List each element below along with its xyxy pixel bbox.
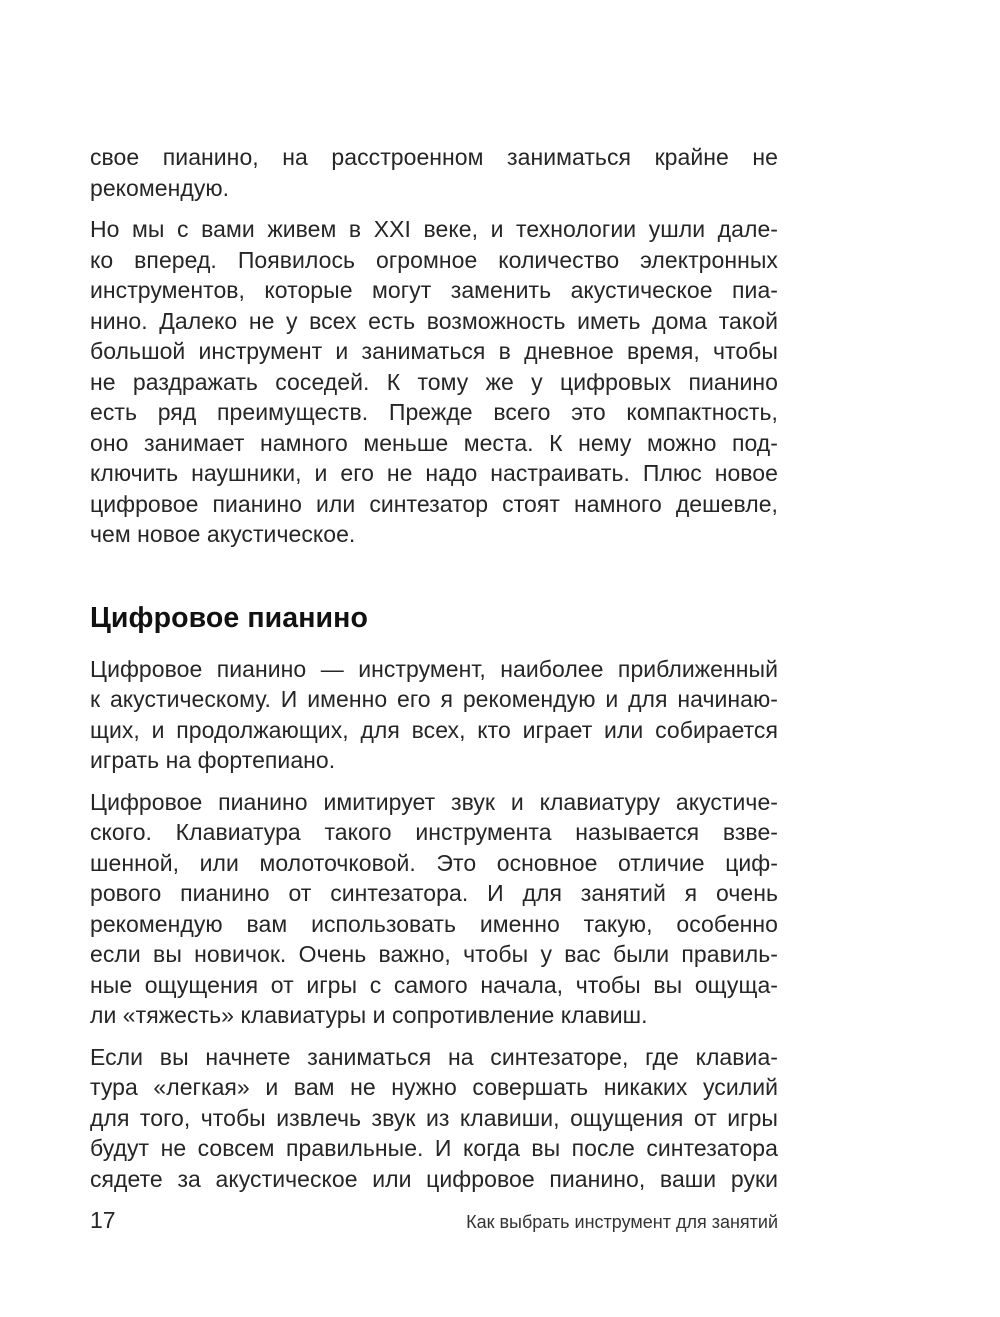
text-line: Цифровое пианино имитирует звук и клавиатуру акустиче- [90,788,778,815]
intro-paragraph-2 [90,214,778,550]
text-line: Цифровое пианино — инструмент, наиболее приближенный [90,655,778,682]
text-line: чем новое акустическое. [90,521,356,547]
text-line: цифровое пианино или синтезатор стоят намного дешевле, [90,490,778,517]
text-line: сядете за акустическое или цифровое пианино, ваши руки [90,1165,778,1192]
page-body [90,142,778,1194]
text-line: щих, и продолжающих, для всех, кто играет или собирается [90,716,778,743]
text-line: есть ряд преимуществ. Прежде всего это компактность, [90,399,778,425]
text-line: тура «легкая» и вам не нужно совершать никаких усилий [90,1074,778,1100]
text-line: оно занимает намного меньше места. К нему можно под- [90,429,778,456]
text-line: ского. Клавиатура такого инструмента называется взве- [90,819,778,845]
page-footer [90,1204,778,1236]
text-line: рекомендую вам использовать именно такую, особенно [90,910,778,937]
section-paragraph-2 [90,787,778,1031]
text-line: ные ощущения от игры с самого начала, чтобы вы ощуща- [90,971,778,998]
text-line: будут не совсем правильные. И когда вы после синтезатора [90,1135,778,1161]
text-line: рекомендую. [90,174,230,201]
text-line: ко вперед. Появилось огромное количество электронных [90,246,778,273]
text-line: свое пианино, на расстроенном заниматься крайне не [90,144,778,170]
text-line: большой инструмент и заниматься в дневное время, чтобы [90,338,778,364]
text-line: Но мы с вами живем в XXI веке, и технологии ушли дале- [90,216,778,242]
section-heading: Цифровое пианино [90,601,368,634]
text-line: шенной, или молоточковой. Это основное отличие циф- [90,849,778,876]
section-paragraph-3 [90,1042,778,1195]
text-line: нино. Далеко не у всех есть возможность иметь дома такой [90,307,778,334]
text-line: инструментов, которые могут заменить акустическое пиа- [90,277,778,303]
text-line: для того, чтобы извлечь звук из клавиши, ощущения от игры [90,1104,778,1131]
intro-paragraph-1 [90,142,778,203]
text-line: не раздражать соседей. К тому же у цифровых пианино [90,368,778,395]
text-line: Если вы начнете заниматься на синтезаторе, где клавиа- [90,1043,778,1070]
text-line: играть на фортепиано. [90,747,336,773]
text-line: если вы новичок. Очень важно, чтобы у вас были правиль- [90,941,778,967]
text-line: к акустическому. И именно его я рекомендую и для начинаю- [90,686,778,712]
running-title: Как выбрать инструмент для занятий [466,1212,778,1232]
section-paragraph-1 [90,654,778,776]
text-line: ключить наушники, и его не надо настраивать. Плюс новое [90,460,778,486]
text-line: ли «тяжесть» клавиатуры и сопротивление клавиш. [90,1002,648,1028]
page-number: 17 [90,1207,116,1233]
text-line: рового пианино от синтезатора. И для занятий я очень [90,880,778,906]
